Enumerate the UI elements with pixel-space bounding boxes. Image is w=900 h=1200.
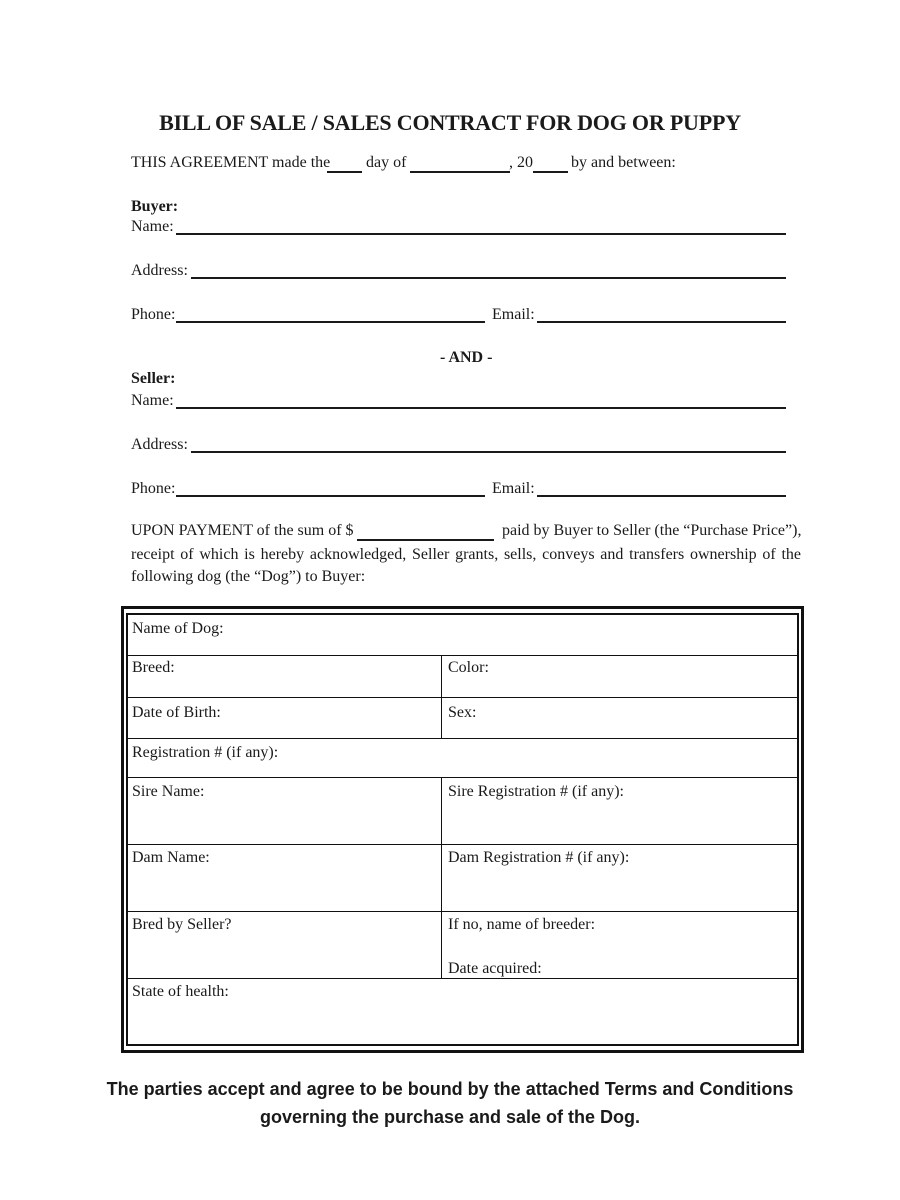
agreement-text-3: , 20: [509, 154, 533, 171]
agreement-year-field[interactable]: [533, 171, 568, 173]
agreement-text-4: by and between:: [571, 154, 676, 171]
dam-registration-cell[interactable]: Dam Registration # (if any):: [448, 849, 630, 866]
document-title: BILL OF SALE / SALES CONTRACT FOR DOG OR PUPPY: [159, 110, 741, 135]
registration-cell[interactable]: Registration # (if any):: [132, 744, 279, 761]
terms-footer: [0, 1075, 900, 1131]
agreement-text-1: THIS AGREEMENT made the: [131, 154, 331, 171]
agreement-text-2: day of: [366, 154, 407, 171]
terms-footer-line2: governing the purchase and sale of the Dog.: [259, 1107, 641, 1127]
seller-phone-field[interactable]: [176, 495, 485, 497]
date-of-birth-cell[interactable]: Date of Birth:: [132, 704, 221, 721]
seller-email-label: Email:: [492, 480, 535, 497]
bred-by-seller-cell[interactable]: Bred by Seller?: [132, 916, 232, 933]
state-of-health-cell[interactable]: State of health:: [132, 983, 229, 1000]
seller-address-field[interactable]: [191, 451, 786, 453]
payment-text-line3: following dog (the “Dog”) to Buyer:: [131, 568, 366, 585]
sex-cell[interactable]: Sex:: [448, 704, 477, 721]
seller-heading: Seller:: [131, 370, 176, 387]
payment-text-line2: receipt of which is hereby acknowledged, Seller grants, sells, conveys and transfers ownership of the: [131, 546, 801, 563]
buyer-heading: Buyer:: [131, 198, 179, 215]
sire-registration-cell[interactable]: Sire Registration # (if any):: [448, 783, 624, 800]
agreement-day-field[interactable]: [327, 171, 362, 173]
date-acquired-cell[interactable]: Date acquired:: [448, 960, 542, 977]
buyer-address-field[interactable]: [191, 277, 786, 279]
payment-text-2: paid by Buyer to Seller (the “Purchase Price”),: [502, 522, 802, 539]
dog-details-table: [126, 613, 799, 1046]
seller-email-field[interactable]: [537, 495, 786, 497]
agreement-month-field[interactable]: [410, 171, 510, 173]
and-separator: - AND -: [440, 349, 493, 366]
buyer-email-field[interactable]: [537, 321, 786, 323]
breed-cell[interactable]: Breed:: [132, 659, 175, 676]
breeder-name-cell[interactable]: If no, name of breeder:: [448, 916, 596, 933]
dam-name-cell[interactable]: Dam Name:: [132, 849, 210, 866]
seller-name-label: Name:: [131, 392, 174, 409]
buyer-name-label: Name:: [131, 218, 174, 235]
purchase-price-field[interactable]: [357, 539, 494, 541]
buyer-email-label: Email:: [492, 306, 535, 323]
buyer-phone-label: Phone:: [131, 306, 176, 323]
buyer-address-label: Address:: [131, 262, 188, 279]
seller-phone-label: Phone:: [131, 480, 176, 497]
seller-name-field[interactable]: [176, 407, 786, 409]
buyer-phone-field[interactable]: [176, 321, 485, 323]
buyer-name-field[interactable]: [176, 233, 786, 235]
name-of-dog-cell[interactable]: Name of Dog:: [132, 620, 224, 637]
terms-footer-line1: The parties accept and agree to be bound by the attached Terms and Conditions: [106, 1079, 794, 1099]
seller-address-label: Address:: [131, 436, 188, 453]
color-cell[interactable]: Color:: [448, 659, 489, 676]
sire-name-cell[interactable]: Sire Name:: [132, 783, 205, 800]
payment-text-1: UPON PAYMENT of the sum of $: [131, 522, 354, 539]
